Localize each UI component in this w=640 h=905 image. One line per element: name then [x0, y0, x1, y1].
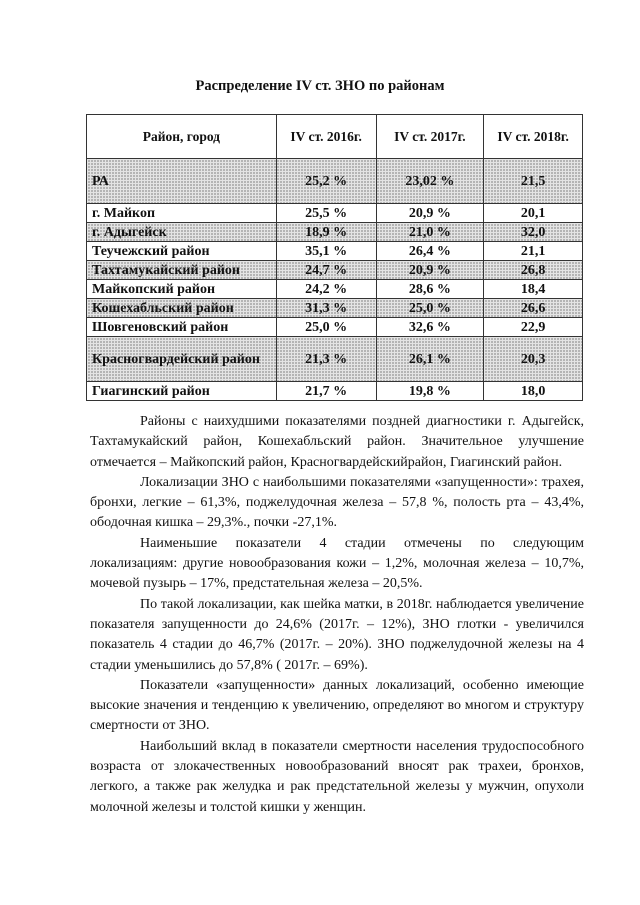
- table-row: [87, 159, 583, 204]
- value-2018: 26,8: [484, 261, 583, 280]
- value-2018: 22,9: [484, 318, 583, 337]
- district-name: Гиагинский район: [87, 382, 277, 401]
- value-2016: 25,2 %: [276, 159, 376, 204]
- value-2018: 20,3: [484, 337, 583, 382]
- value-2017: 19,8 %: [376, 382, 484, 401]
- value-2017: 23,02 %: [376, 159, 484, 204]
- value-2018: 21,1: [484, 242, 583, 261]
- value-2017: 20,9 %: [376, 261, 484, 280]
- table-row: [87, 280, 583, 299]
- district-name: Теучежский район: [87, 242, 277, 261]
- value-2016: 31,3 %: [276, 299, 376, 318]
- value-2018: 26,6: [484, 299, 583, 318]
- paragraph: По такой локализации, как шейка матки, в 2018г. наблюдается увеличение показателя запущенности до 24,6% (2017г. – 12%), ЗНО глотки - увеличился показатель 4 стадии до 46,7% (2017г. – 20%). ЗНО поджелудочной железы на 4 стадии уменьшились до 57,8% ( 2017г. – 69%).: [90, 596, 584, 673]
- value-2017: 26,1 %: [376, 337, 484, 382]
- paragraph: Показатели «запущенности» данных локализаций, особенно имеющие высокие значения и тенденцию к увеличению, определяют во многом и структуру смертности от ЗНО.: [90, 677, 584, 734]
- value-2018: 32,0: [484, 223, 583, 242]
- table-row: [87, 223, 583, 242]
- value-2016: 24,2 %: [276, 280, 376, 299]
- value-2017: 20,9 %: [376, 204, 484, 223]
- district-name: Шовгеновский район: [87, 318, 277, 337]
- district-name: Тахтамукайский район: [87, 261, 277, 280]
- value-2016: 18,9 %: [276, 223, 376, 242]
- district-name: Красногвардейский район: [87, 337, 277, 382]
- value-2016: 21,7 %: [276, 382, 376, 401]
- value-2016: 24,7 %: [276, 261, 376, 280]
- table-row: [87, 337, 583, 382]
- value-2017: 32,6 %: [376, 318, 484, 337]
- page-title: Распределение IV ст. ЗНО по районам: [195, 78, 445, 94]
- table-row: [87, 204, 583, 223]
- header-2017: IV ст. 2017г.: [376, 115, 484, 159]
- district-name: г. Адыгейск: [87, 223, 277, 242]
- table-header-row: [87, 115, 583, 159]
- district-name: г. Майкоп: [87, 204, 277, 223]
- value-2016: 35,1 %: [276, 242, 376, 261]
- value-2016: 21,3 %: [276, 337, 376, 382]
- header-district: Район, город: [87, 115, 277, 159]
- paragraph: Наибольший вклад в показатели смертности населения трудоспособного возраста от злокачественных новообразований вносят рак трахеи, бронхов, легкого, а также рак желудка и рак предстательной железы у мужчин, опухоли молочной железы и толстой кишки у женщин.: [90, 738, 584, 815]
- value-2016: 25,0 %: [276, 318, 376, 337]
- value-2017: 25,0 %: [376, 299, 484, 318]
- value-2017: 28,6 %: [376, 280, 484, 299]
- paragraph: Локализации ЗНО с наибольшими показателями «запущенности»: трахея, бронхи, легкие – 61,3%, поджелудочная железа – 57,8 %, полость рта – 43,4%, ободочная кишка – 29,3%., почки -27,1%.: [90, 474, 584, 531]
- value-2017: 21,0 %: [376, 223, 484, 242]
- header-2016: IV ст. 2016г.: [276, 115, 376, 159]
- district-name: РА: [87, 159, 277, 204]
- header-2018: IV ст. 2018г.: [484, 115, 583, 159]
- value-2018: 21,5: [484, 159, 583, 204]
- district-name: Кошехабльский район: [87, 299, 277, 318]
- table-row: [87, 318, 583, 337]
- value-2016: 25,5 %: [276, 204, 376, 223]
- value-2018: 18,4: [484, 280, 583, 299]
- value-2018: 20,1: [484, 204, 583, 223]
- district-stage4-table: [86, 114, 583, 401]
- paragraph: Наименьшие показатели 4 стадии отмечены по следующим локализациям: другие новообразования кожи – 1,2%, молочная железа – 10,7%, мочевой пузырь – 17%, предстательная железа – 20,5%.: [90, 535, 584, 592]
- district-name: Майкопский район: [87, 280, 277, 299]
- table-row: [87, 299, 583, 318]
- value-2018: 18,0: [484, 382, 583, 401]
- table-row: [87, 382, 583, 401]
- paragraph: Районы с наихудшими показателями поздней диагностики г. Адыгейск, Тахтамукайский район, Кошехабльский район. Значительное улучшение отмечается – Майкопский район, Красногвардейскийрайон, Гиагинский район.: [90, 414, 584, 470]
- value-2017: 26,4 %: [376, 242, 484, 261]
- body-text: [90, 412, 584, 818]
- table-row: [87, 261, 583, 280]
- table-row: [87, 242, 583, 261]
